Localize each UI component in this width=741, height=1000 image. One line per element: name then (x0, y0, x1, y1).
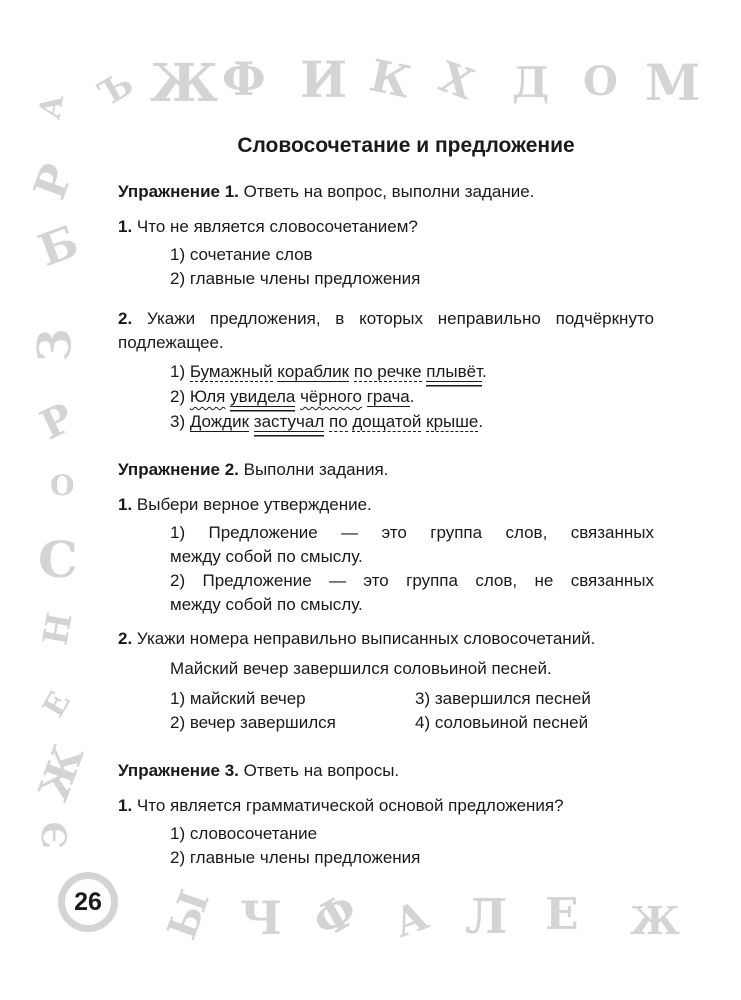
word-preposition: по (328, 412, 348, 431)
exercise-label: Упражнение 1. (118, 182, 239, 201)
decor-letter: Ж (150, 53, 219, 114)
decor-letter: М (645, 53, 701, 112)
exercise-instruction: Выполни задания. (238, 460, 389, 479)
question-text: Что является грамматической основой предложения? (132, 796, 564, 815)
word-attribute: дощатой (352, 412, 422, 431)
question (118, 627, 654, 651)
question (118, 493, 654, 517)
decor-letter: А (387, 891, 435, 948)
page-title: Словосочетание и предложение (237, 134, 575, 157)
decor-letter: Ы (158, 884, 219, 946)
decor-letter: Ж (630, 898, 680, 943)
word-circumstance: крыше (426, 412, 479, 431)
options-grid (170, 687, 654, 735)
option: 1) майский вечер (170, 689, 306, 708)
question-number: 1. (118, 495, 133, 514)
decor-letter: Л (465, 889, 508, 945)
option: 2) Предложение — это группа слов, не связанных (170, 571, 654, 590)
options-list (170, 243, 654, 291)
decor-letter: Ж (28, 738, 94, 808)
options-list (170, 521, 654, 617)
sentence (170, 409, 654, 434)
question-text: Укажи номера неправильно выписанных словосочетаний. (132, 629, 596, 648)
page-number-badge (58, 872, 118, 932)
question (118, 215, 654, 239)
option: 3) завершился песней (415, 689, 591, 708)
option: 4) соловьиной песней (415, 713, 589, 732)
decor-letter: Н (35, 609, 81, 649)
word-predicate: увидела (230, 387, 296, 406)
exercise-3-heading (118, 759, 654, 783)
exercise-instruction: Ответь на вопросы. (238, 761, 400, 780)
decor-letter: К (365, 50, 415, 109)
question-text: Укажи предложения, в которых неправильно подчёркнуто подлежащее. (118, 309, 654, 352)
question (118, 794, 654, 818)
sentences-list (170, 359, 654, 434)
options-list (170, 822, 654, 870)
decor-letter: Р (33, 393, 81, 450)
word-object: грача (366, 387, 410, 406)
decor-letter: Р (24, 157, 84, 207)
option-continuation: между собой по смыслу. (170, 595, 363, 614)
word-attribute: Бумажный (189, 362, 273, 381)
word-predicate: плывёт (426, 362, 482, 381)
word-attribute: чёрного (300, 387, 362, 406)
sentence-number: 1) (170, 362, 190, 381)
word-circumstance: по речке (353, 362, 422, 381)
sentence (170, 359, 654, 384)
word-subject: Дождик (189, 412, 250, 431)
word-subject: кораблик (277, 362, 350, 381)
example-sentence: Майский вечер завершился соловьиной песней. (170, 659, 552, 678)
exercise-2-heading (118, 458, 654, 482)
decor-letter: С (38, 530, 78, 589)
option: 2) вечер завершился (170, 713, 336, 732)
exercise-label: Упражнение 3. (118, 761, 239, 780)
sentence (170, 384, 654, 409)
punctuation: . (478, 412, 484, 431)
sentence-number: 3) (170, 412, 190, 431)
decor-letter: Ф (222, 52, 266, 106)
decor-letter: Е (545, 889, 579, 940)
decor-letter: О (583, 58, 618, 105)
punctuation: . (482, 362, 487, 381)
page-number: 26 (65, 879, 111, 925)
option: 1) словосочетание (170, 824, 318, 843)
decor-letter: Е (36, 686, 78, 724)
exercise-instruction: Ответь на вопрос, выполни задание. (238, 182, 535, 201)
option-continuation: между собой по смыслу. (170, 547, 363, 566)
word-predicate: застучал (253, 412, 325, 431)
punctuation: . (409, 387, 415, 406)
exercise-1-heading (118, 180, 654, 204)
option: 1) сочетание слов (170, 245, 313, 264)
decor-letter: О (50, 469, 75, 502)
decor-letter: З (27, 328, 82, 362)
option: 2) главные члены предложения (170, 848, 421, 867)
question-number: 2. (118, 629, 133, 648)
decor-letter: Э (35, 821, 76, 849)
question (118, 307, 654, 355)
option: 2) главные члены предложения (170, 269, 421, 288)
page-content (118, 134, 654, 870)
decor-letter: Ъ (92, 63, 141, 115)
question-number: 1. (118, 217, 133, 236)
decor-letter: Б (32, 216, 86, 277)
question-number: 1. (118, 796, 133, 815)
decor-letter: И (300, 50, 348, 109)
decor-letter: А (32, 91, 72, 122)
exercise-label: Упражнение 2. (118, 460, 239, 479)
decor-letter: Ф (304, 884, 367, 950)
question-number: 2. (118, 309, 133, 328)
option: 1) Предложение — это группа слов, связанных (170, 523, 654, 542)
decor-letter: Х (432, 51, 481, 110)
decor-letter: Ч (240, 891, 283, 945)
word-subject: Юля (189, 387, 226, 406)
question-text: Выбери верное утверждение. (132, 495, 372, 514)
decor-letter: Д (512, 58, 550, 107)
question-text: Что не является словосочетанием? (132, 217, 418, 236)
sentence-number: 2) (170, 387, 190, 406)
